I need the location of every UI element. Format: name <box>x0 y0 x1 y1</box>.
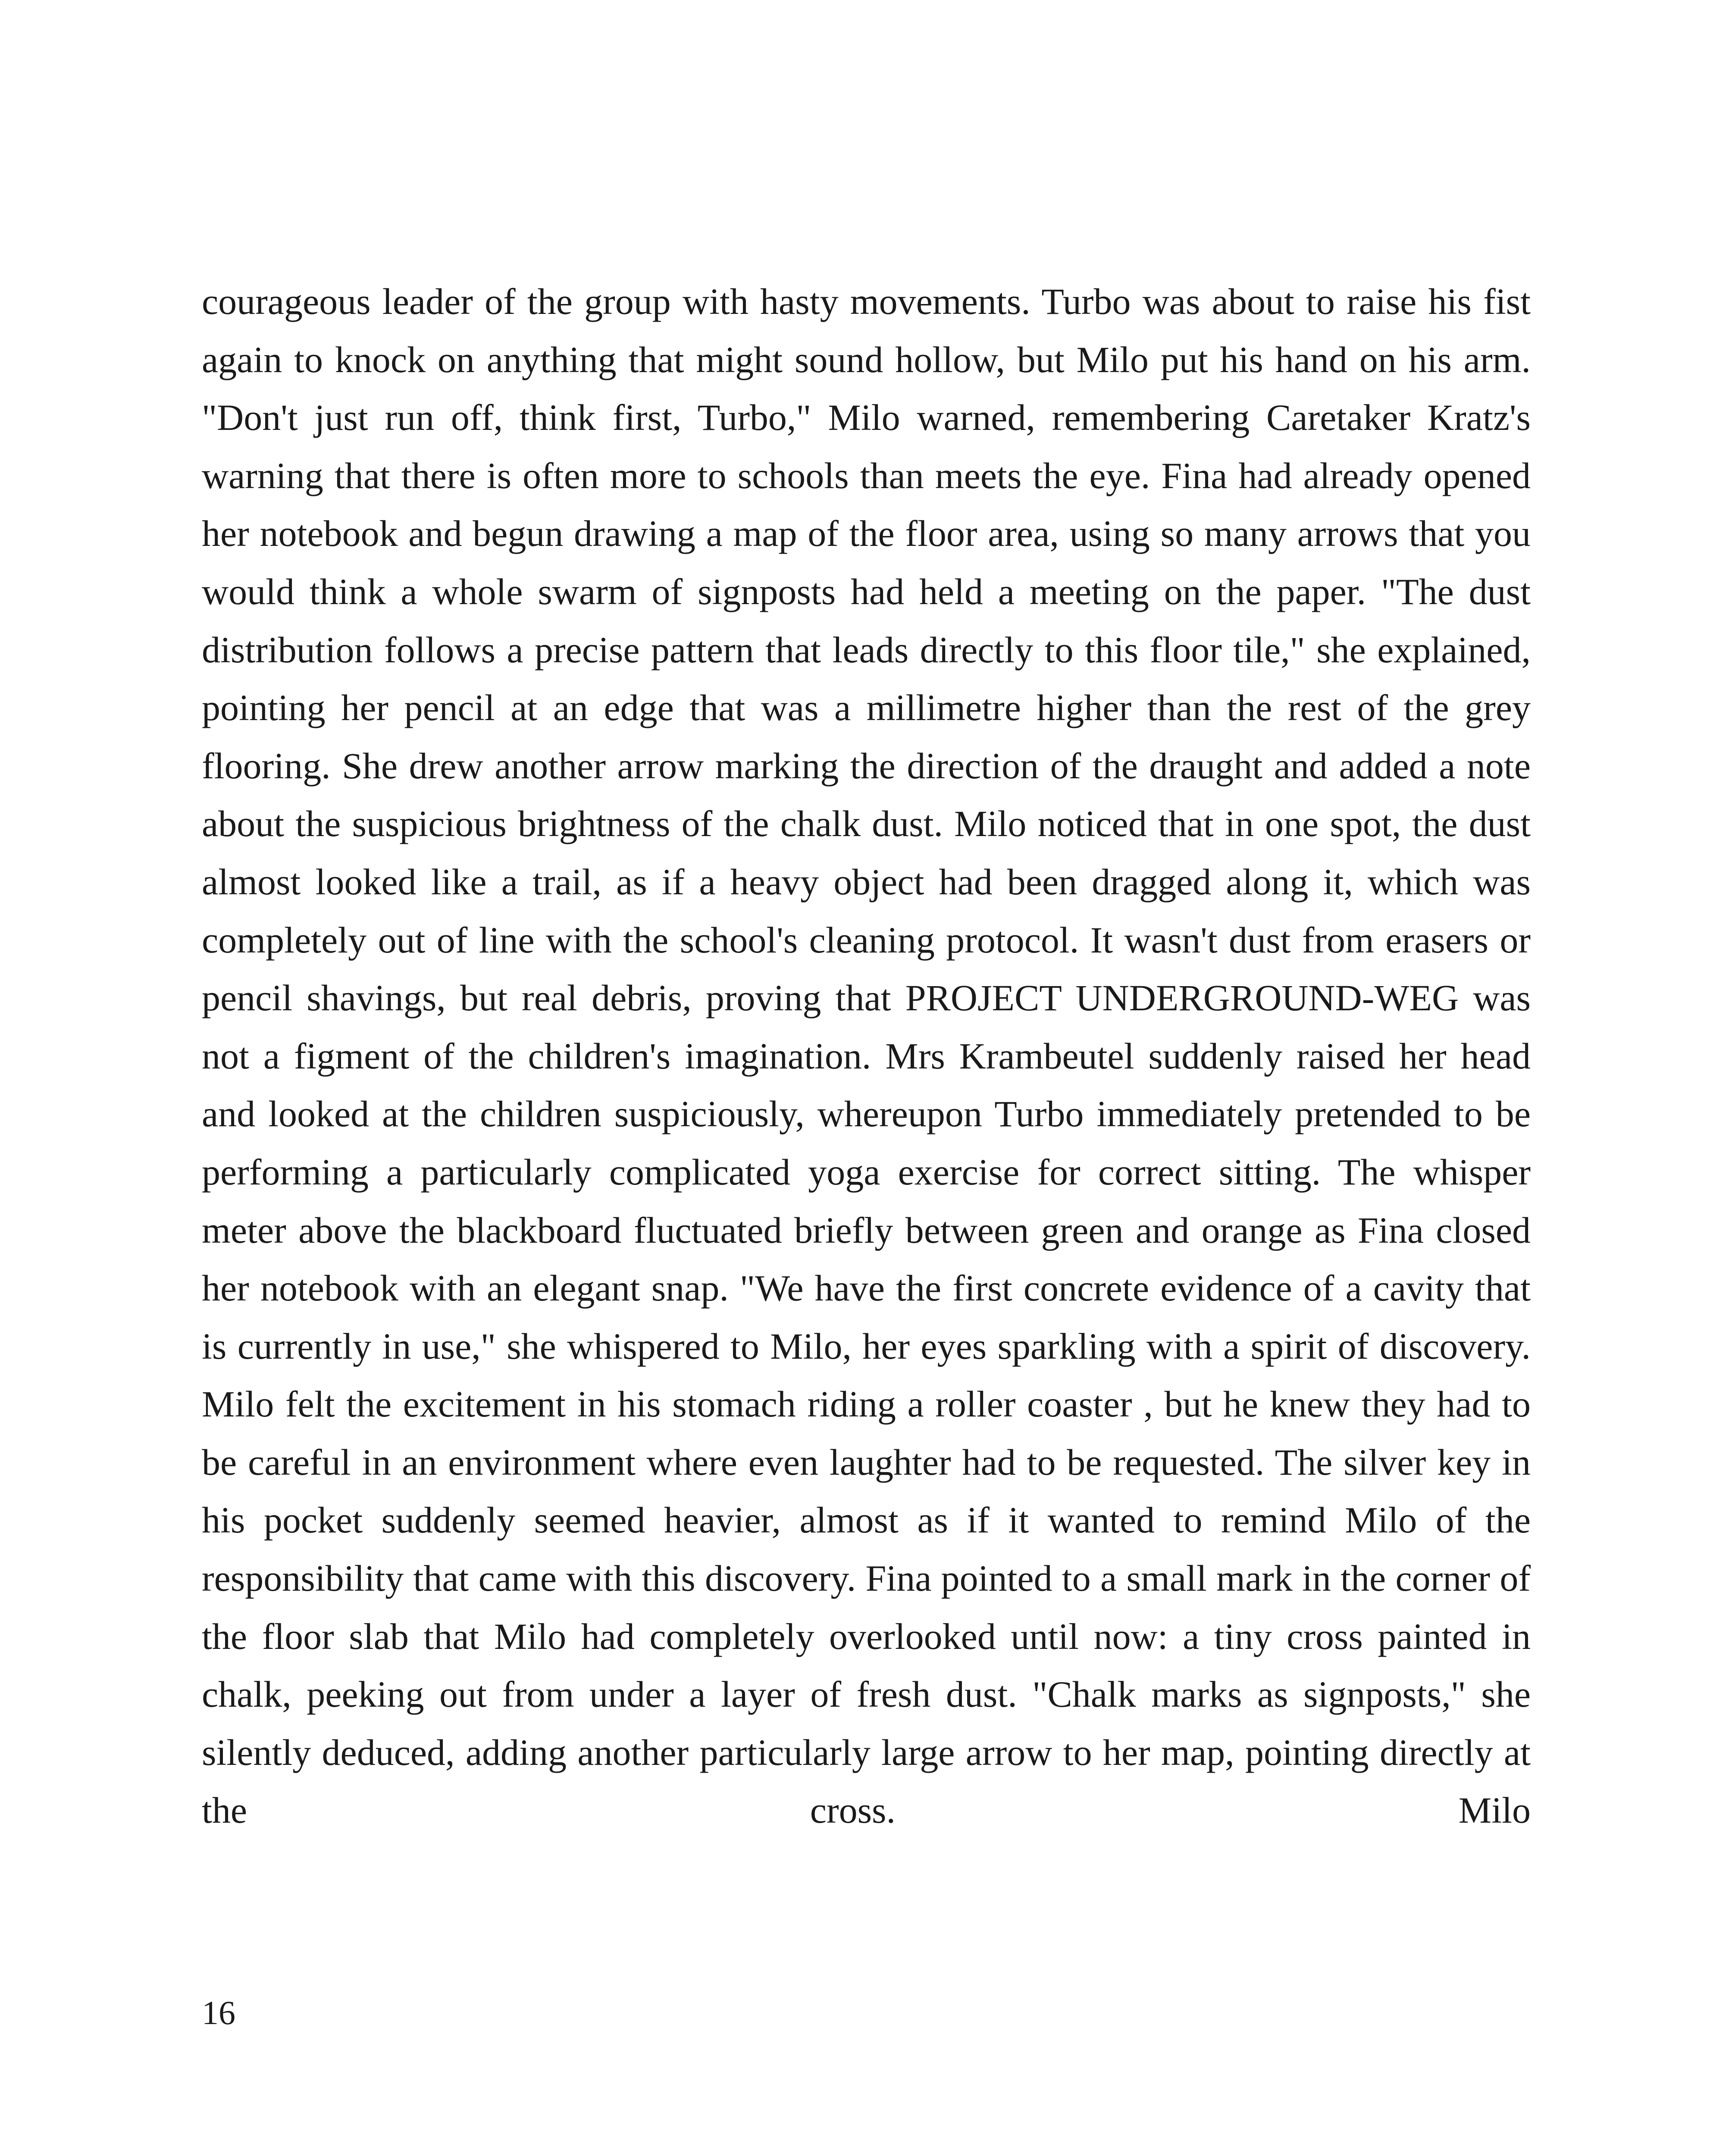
body-paragraph: courageous leader of the group with hasty movements. Turbo was about to raise his fist again to knock on anything that might sound hollow, but Milo put his hand on his arm. "Don't just run off, think first, Turbo," Milo warned, remembering Caretaker Kratz's warning that there is often more to schools than meets the eye. Fina had already opened her notebook and begun drawing a map of the floor area, using so many arrows that you would think a whole swarm of signposts had held a meeting on the paper. "The dust distribution follows a precise pattern that leads directly to this floor tile," she explained, pointing her pencil at an edge that was a millimetre higher than the rest of the grey flooring. She drew another arrow marking the direction of the draught and added a note about the suspicious brightness of the chalk dust. Milo noticed that in one spot, the dust almost looked like a trail, as if a heavy object had been dragged along it, which was completely out of line with the school's cleaning protocol. It wasn't dust from erasers or pencil shavings, but real debris, proving that PROJECT UNDERGROUND-WEG was not a figment of the children's imagination. Mrs Krambeutel suddenly raised her head and looked at the children suspiciously, whereupon Turbo immediately pretended to be performing a particularly complicated yoga exercise for correct sitting. The whisper meter above the blackboard fluctuated briefly between green and orange as Fina closed her notebook with an elegant snap. "We have the first concrete evidence of a cavity that is currently in use," she whispered to Milo, her eyes sparkling with a spirit of discovery. Milo felt the excitement in his stomach riding a roller coaster , but he knew they had to be careful in an environment where even laughter had to be requested. The silver key in his pocket suddenly seemed heavier, almost as if it wanted to remind Milo of the responsibility that came with this discovery. Fina pointed to a small mark in the corner of the floor slab that Milo had completely overlooked until now: a tiny cross painted in chalk, peeking out from under a layer of fresh dust. "Chalk marks as signposts," she silently deduced, adding another particularly large arrow to her map, pointing directly at the cross. Milo <box>202 281 1531 1831</box>
page-number: 16 <box>202 1994 235 2031</box>
